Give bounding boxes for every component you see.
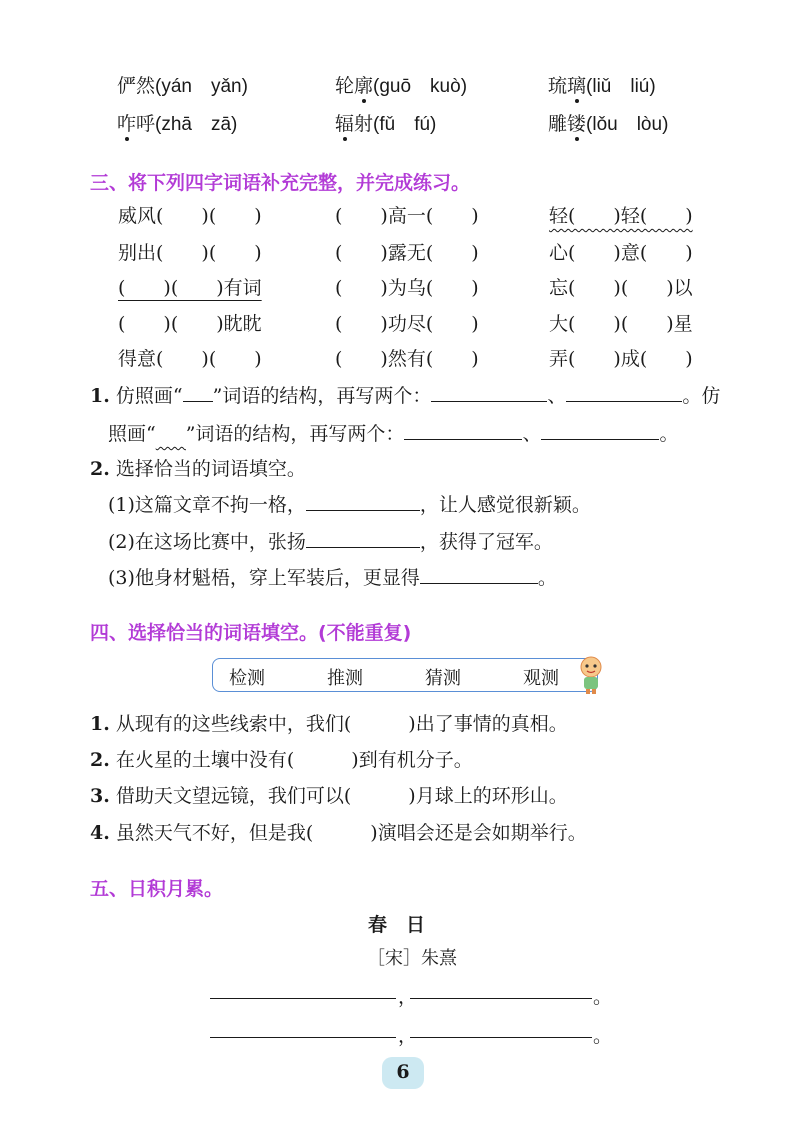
question-text: 。仿 <box>682 385 721 407</box>
answer-blank[interactable] <box>566 383 682 402</box>
pinyin-item <box>548 73 656 100</box>
fill-item <box>108 529 553 555</box>
word-option: 检测 <box>229 668 265 689</box>
fill-text: (1)这篇文章不拘一格， <box>108 494 306 516</box>
question-2 <box>90 456 306 482</box>
pinyin-word: 然 <box>136 75 156 97</box>
punctuation: 。 <box>593 986 613 1008</box>
pinyin-options: (yán yǎn) <box>155 76 248 97</box>
idiom-cell[interactable]: ( )露无( ) <box>335 242 479 264</box>
pinyin-options: (lǒu lòu) <box>586 114 669 135</box>
idiom-cell[interactable]: 大( )( )星 <box>549 313 693 335</box>
fill-text: (3)他身材魁梧，穿上军装后，更显得 <box>108 567 420 589</box>
page-number: 6 <box>396 1061 410 1083</box>
word-bank <box>212 658 598 692</box>
poem-answer-line[interactable] <box>410 1037 592 1038</box>
pinyin-item <box>548 111 668 138</box>
idiom-cell[interactable]: 威风( )( ) <box>118 205 262 227</box>
question-text: 选择恰当的词语填空。 <box>115 458 306 480</box>
pinyin-word: 轮 <box>335 75 355 97</box>
answer-blank[interactable] <box>404 421 522 440</box>
section-heading: 四、选择恰当的词语填空。(不能重复) <box>90 622 412 644</box>
punctuation: ， <box>398 986 418 1008</box>
idiom-cell[interactable]: 别出( )( ) <box>118 242 262 264</box>
idiom-cell[interactable]: ( )高一( ) <box>335 205 479 227</box>
idiom-cell[interactable]: 得意( )( ) <box>118 348 262 370</box>
pinyin-word: 射 <box>354 113 374 135</box>
question-text: 仿照画“ <box>115 385 183 407</box>
poem-answer-line[interactable] <box>210 1037 396 1038</box>
pinyin-word: 琉 <box>548 75 568 97</box>
fill-item <box>108 565 557 591</box>
question-text[interactable]: 从现有的这些线索中，我们( )出了事情的真相。 <box>115 713 568 735</box>
fill-item <box>108 492 591 518</box>
page-number-badge <box>382 1057 424 1089</box>
poem-answer-line[interactable] <box>410 998 592 999</box>
answer-blank[interactable] <box>431 383 547 402</box>
fill-text: (2)在这场比赛中，张扬 <box>108 531 306 553</box>
pinyin-word: 呼 <box>136 113 156 135</box>
poem-title: 春 日 <box>368 914 426 936</box>
section-heading: 五、日积月累。 <box>90 878 224 900</box>
poem-answer-line[interactable] <box>210 998 396 999</box>
pinyin-item <box>335 111 436 138</box>
pinyin-item <box>117 111 237 138</box>
question-text[interactable]: 在火星的土壤中没有( )到有机分子。 <box>115 749 473 771</box>
question-text: ”词语的结构，再写两个： <box>212 385 432 407</box>
answer-blank[interactable] <box>420 565 538 584</box>
idiom-cell[interactable]: ( )为乌( ) <box>335 277 479 299</box>
pinyin-item <box>335 73 467 100</box>
question-1 <box>90 383 720 409</box>
question-number: 3. <box>90 785 110 807</box>
punctuation: 、 <box>547 385 567 407</box>
question-text[interactable]: 虽然天气不好，但是我( )演唱会还是会如期举行。 <box>115 822 587 844</box>
question-number: 1. <box>90 385 110 407</box>
idiom-cell[interactable]: ( )功尽( ) <box>335 313 479 335</box>
section-heading: 三、将下列四字词语补充完整，并完成练习。 <box>90 172 471 194</box>
fill-text: ，获得了冠军。 <box>419 531 553 553</box>
pinyin-options: (fǔ fú) <box>373 114 437 135</box>
pinyin-word: 俨 <box>117 75 137 97</box>
answer-blank[interactable] <box>541 421 659 440</box>
pinyin-word: 咋 <box>117 113 137 135</box>
pinyin-word: 辐 <box>335 113 355 135</box>
pinyin-word: 镂 <box>567 113 587 135</box>
example-underline <box>183 383 213 402</box>
fill-text: ，让人感觉很新颖。 <box>419 494 591 516</box>
exercise-item <box>90 783 568 809</box>
cartoon-character-icon <box>576 655 606 695</box>
pinyin-word: 雕 <box>548 113 568 135</box>
idiom-cell[interactable]: 心( )意( ) <box>549 242 693 264</box>
pinyin-word: 璃 <box>567 75 587 97</box>
question-number: 1. <box>90 713 110 735</box>
idiom-cell[interactable]: ( )( )有词 <box>118 277 262 299</box>
example-wavy-underline <box>156 421 186 447</box>
punctuation: 。 <box>593 1025 613 1047</box>
question-number: 2. <box>90 458 110 480</box>
exercise-item <box>90 747 473 773</box>
answer-blank[interactable] <box>306 492 420 511</box>
exercise-item <box>90 820 587 846</box>
pinyin-item <box>117 73 248 100</box>
idiom-cell[interactable]: ( )( )眈眈 <box>118 313 262 335</box>
poem-author: ［宋］朱熹 <box>367 948 457 969</box>
word-option: 观测 <box>523 668 559 689</box>
punctuation: 、 <box>522 423 542 445</box>
question-number: 4. <box>90 822 110 844</box>
answer-blank[interactable] <box>306 529 420 548</box>
pinyin-options: (zhā zā) <box>155 114 238 135</box>
fill-text: 。 <box>537 567 557 589</box>
pinyin-options: (guō kuò) <box>373 76 468 97</box>
punctuation: ， <box>398 1025 418 1047</box>
word-option: 推测 <box>327 668 363 689</box>
pinyin-word: 廓 <box>354 75 374 97</box>
idiom-cell[interactable]: ( )然有( ) <box>335 348 479 370</box>
question-1-cont <box>108 421 678 447</box>
exercise-item <box>90 711 568 737</box>
word-option: 猜测 <box>425 668 461 689</box>
idiom-cell[interactable]: 忘( )( )以 <box>549 277 693 299</box>
question-text: 照画“ <box>108 423 156 445</box>
question-text[interactable]: 借助天文望远镜，我们可以( )月球上的环形山。 <box>115 785 568 807</box>
pinyin-options: (liǔ liú) <box>586 76 656 97</box>
question-number: 2. <box>90 749 110 771</box>
question-text: ”词语的结构，再写两个： <box>185 423 405 445</box>
idiom-cell[interactable]: 轻( )轻( ) <box>549 205 693 227</box>
idiom-cell[interactable]: 弄( )成( ) <box>549 348 693 370</box>
punctuation: 。 <box>659 423 679 445</box>
